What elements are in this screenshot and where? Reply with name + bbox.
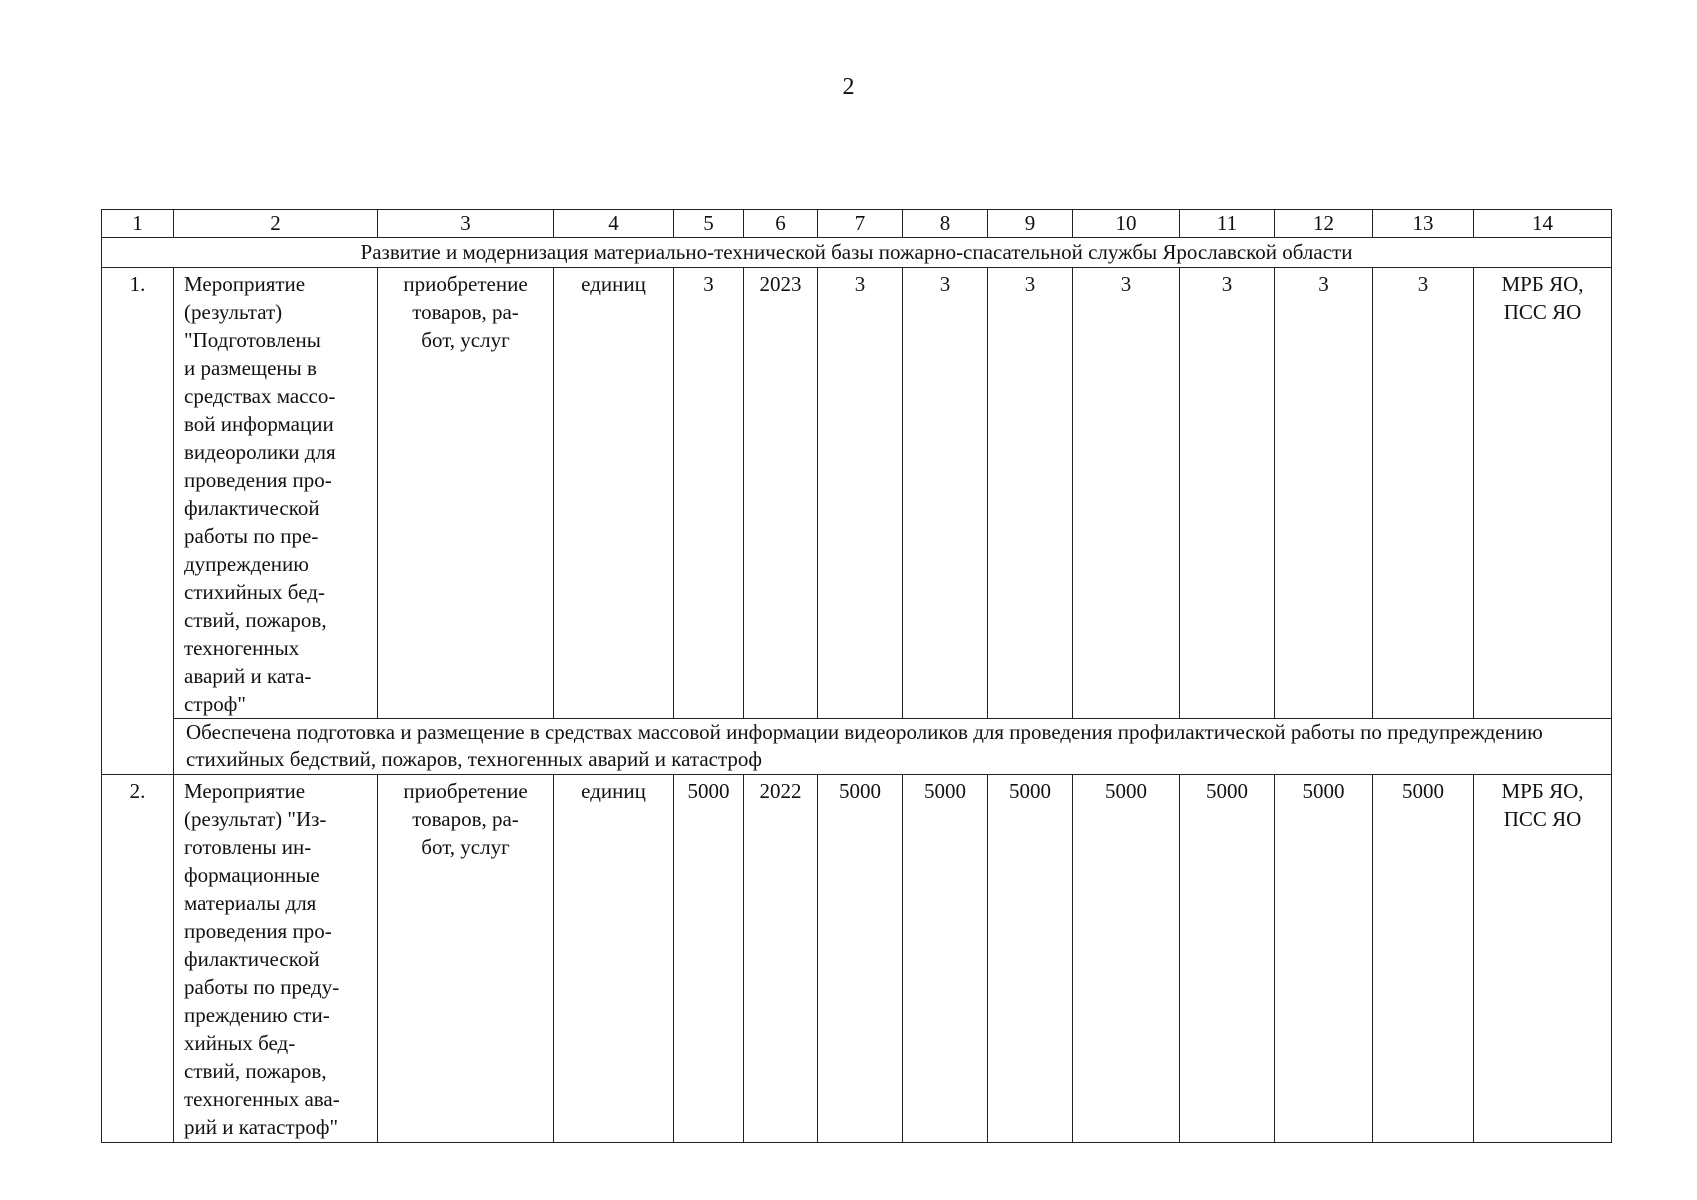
column-header: 8 [903,210,988,238]
year-value: 3 [1073,268,1180,719]
column-header: 11 [1180,210,1275,238]
year-value: 5000 [988,775,1073,1143]
year-value: 3 [1373,268,1474,719]
column-header: 1 [102,210,174,238]
measure-type: приобретение товаров, ра- бот, услуг [378,268,554,719]
unit: единиц [554,775,674,1143]
column-header: 10 [1073,210,1180,238]
base-value: 3 [674,268,744,719]
table-row [102,775,1612,1143]
column-header: 2 [174,210,378,238]
column-header: 9 [988,210,1073,238]
column-header: 6 [744,210,818,238]
column-header: 4 [554,210,674,238]
measure-name: Мероприятие (результат) "Подготовлены и размещены в средствах массо- вой информации видеоролики для проведения про- филактической работы по пре- дупреждению стихийных бед- ствий, пожаров, техногенных аварий и ката- строф" [174,268,378,719]
measure-name: Мероприятие (результат) "Из- готовлены ин- формационные материалы для проведения про- филактической работы по преду- преждению сти- хийных бед- ствий, пожаров, техногенных ава- рий и катастроф" [174,775,378,1143]
year-value: 3 [903,268,988,719]
column-header: 5 [674,210,744,238]
year-value: 5000 [1275,775,1373,1143]
result-text: Обеспечена подготовка и размещение в средствах массовой информации видеороликов для проведения профилактической работы по предупреждению стихийных бедствий, пожаров, техногенных аварий и катастроф [174,719,1612,775]
column-number-row [102,210,1612,238]
year-value: 5000 [818,775,903,1143]
table-row [102,268,1612,719]
base-year: 2022 [744,775,818,1143]
base-value: 5000 [674,775,744,1143]
base-year: 2023 [744,268,818,719]
row-number: 1. [102,268,174,775]
year-value: 5000 [1073,775,1180,1143]
year-value: 5000 [1373,775,1474,1143]
year-value: 3 [1275,268,1373,719]
year-value: 3 [818,268,903,719]
column-header: 3 [378,210,554,238]
measures-table [101,209,1612,1143]
responsible: МРБ ЯО, ПСС ЯО [1474,775,1612,1143]
measure-type: приобретение товаров, ра- бот, услуг [378,775,554,1143]
section-title-row [102,238,1612,268]
unit: единиц [554,268,674,719]
column-header: 7 [818,210,903,238]
year-value: 5000 [903,775,988,1143]
row-number: 2. [102,775,174,1143]
column-header: 13 [1373,210,1474,238]
result-row [102,719,1612,775]
page-number: 2 [842,74,855,100]
section-title: Развитие и модернизация материально-технической базы пожарно-спасательной службы Ярославской области [102,238,1612,268]
column-header: 14 [1474,210,1612,238]
year-value: 3 [1180,268,1275,719]
column-header: 12 [1275,210,1373,238]
responsible: МРБ ЯО, ПСС ЯО [1474,268,1612,719]
year-value: 5000 [1180,775,1275,1143]
year-value: 3 [988,268,1073,719]
